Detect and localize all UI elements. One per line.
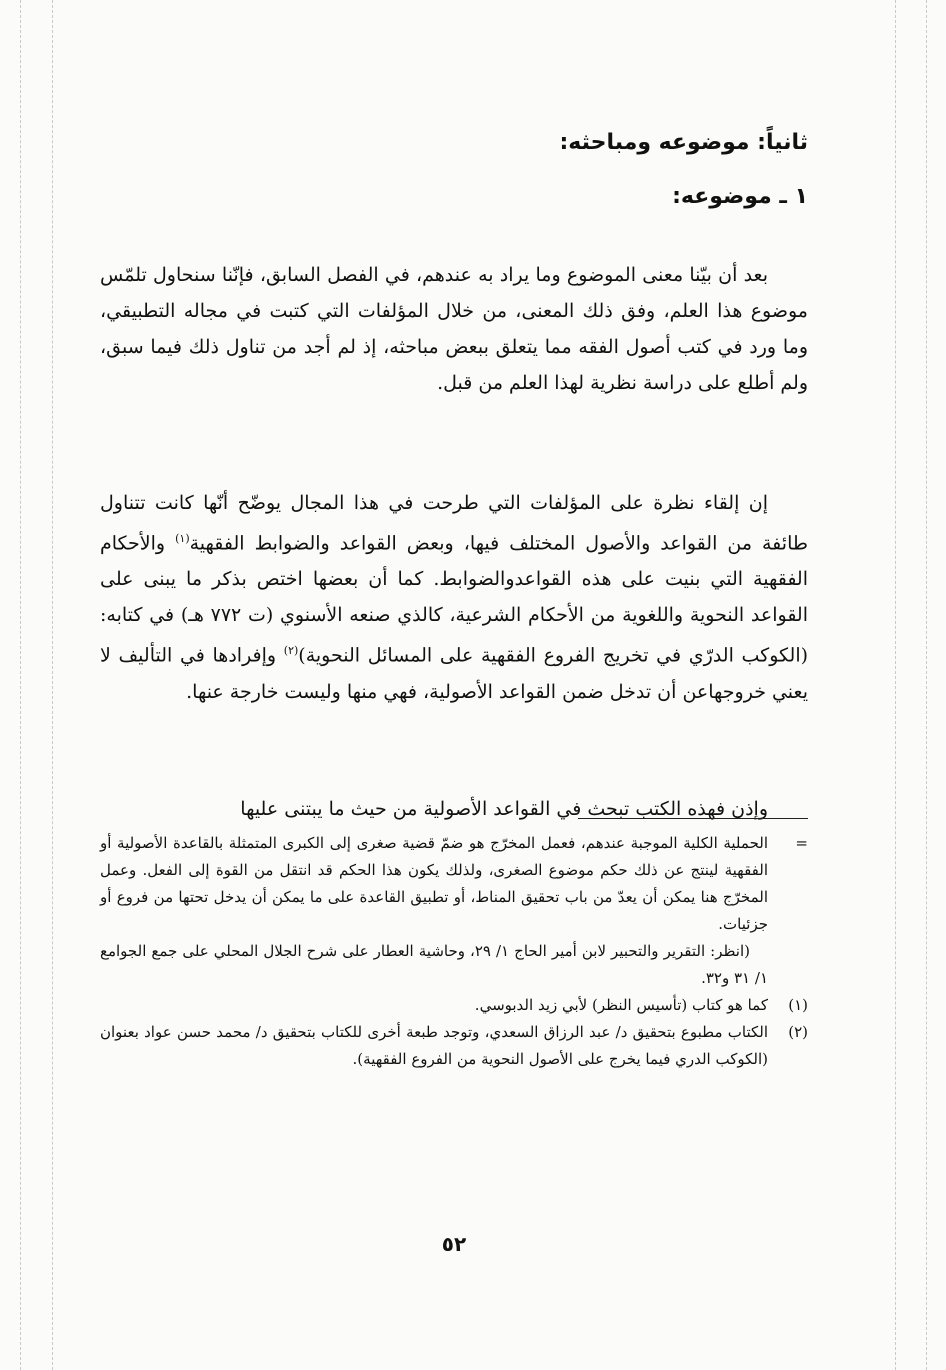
footnote-1-marker: (١): [788, 996, 808, 1014]
paragraph-2-text-b: والأحكام الفقهية التي بنيت على هذه القواعدوالضوابط. كما أن بعضها اختص بذكر ما يبنى على القواعد النحوية واللغوية من الأحكام الشرعية، كالذي صنعه الأسنوي (ت ٧٧٢ هـ) في كتابه: (الكوكب الدرّي في تخريج الفروع الفقهية على المسائل النحوية): [100, 532, 809, 667]
paragraph-1: [100, 257, 808, 401]
footnote-continuation-marker: =: [795, 834, 808, 852]
footnote-continuation-source-text: (انظر: التقرير والتحبير لابن أمير الحاج ١/ ٢٩، وحاشية العطار على شرح الجلال المحلي على جمع الجوامع ١/ ٣١ و٣٢.: [100, 942, 768, 987]
footnote-continuation-source: [100, 938, 808, 992]
guide-line: [20, 0, 21, 1370]
footnote-continuation-text: الحملية الكلية الموجبة عندهم، فعمل المخرّج هو ضمّ قضية صغرى إلى الكبرى المتمثلة بالقاعدة الأصولية أو الفقهية لينتج عن ذلك حكم موضوع الصغرى، ولذلك يكون هذا الحكم قد انتقل من القوة إلى الفعل. وعمل المخرّج هنا يمكن أن يعدّ من باب تحقيق المناط، أو تطبيق القاعدة على ما يمكن أن يدخل تحتها من فروع أو جزئيات.: [100, 834, 768, 933]
subsection-heading: ١ ـ موضوعه:: [672, 184, 808, 209]
footnote-2-marker: (٢): [788, 1023, 808, 1041]
footnotes: [100, 830, 808, 1073]
page-number: ٥٢: [441, 1232, 467, 1256]
footnote-2-text: الكتاب مطبوع بتحقيق د/ عبد الرزاق السعدي، وتوجد طبعة أخرى للكتاب بتحقيق د/ محمد حسن عواد بعنوان (الكوكب الدري فيما يخرج على الأصول النحوية من الفروع الفقهية).: [100, 1023, 768, 1068]
paragraph-2-text-a: إن إلقاء نظرة على المؤلفات التي طرحت في هذا المجال يوضّح أنّها كانت تتناول طائفة من القواعد والأصول المختلف فيها، وبعض القواعد والضوابط الفقهية: [100, 492, 808, 555]
paragraph-2-text-c: وإفرادها في التأليف لا يعني خروجهاعن أن تدخل ضمن القواعد الأصولية، فهي منها وليست خارجة عنها.: [100, 644, 808, 703]
paragraph-1-text: بعد أن بيّنا معنى الموضوع وما يراد به عندهم، في الفصل السابق، فإنّنا سنحاول تلمّس موضوع هذا العلم، وفق ذلك المعنى، من خلال المؤلفات التي كتبت في مجاله التطبيقي، وما ورد في كتب أصول الفقه مما يتعلق ببعض مباحثه، إذ لم أجد من تناول ذلك فيما سبق، ولم أطلع على دراسة نظرية لهذا العلم من قبل.: [100, 264, 808, 394]
footnote-1-text: كما هو كتاب (تأسيس النظر) لأبي زيد الدبوسي.: [474, 996, 768, 1014]
paragraph-3-text: وإذن فهذه الكتب تبحث في القواعد الأصولية من حيث ما يبتنى عليها: [240, 798, 768, 820]
paragraph-3: [100, 791, 808, 827]
footnote-continuation: [100, 830, 808, 938]
guide-line: [926, 0, 927, 1370]
footnote-2: [100, 1019, 808, 1073]
section-heading: ثانياً: موضوعه ومباحثه:: [559, 130, 808, 155]
paragraph-2: [100, 485, 808, 710]
guide-line: [895, 0, 896, 1370]
footnote-1: [100, 992, 808, 1019]
document-page: [100, 0, 808, 1370]
footnote-separator: [578, 818, 808, 819]
guide-line: [52, 0, 53, 1370]
footnote-ref-2[interactable]: (٢): [283, 644, 299, 658]
footnote-ref-1[interactable]: (١): [175, 532, 190, 545]
